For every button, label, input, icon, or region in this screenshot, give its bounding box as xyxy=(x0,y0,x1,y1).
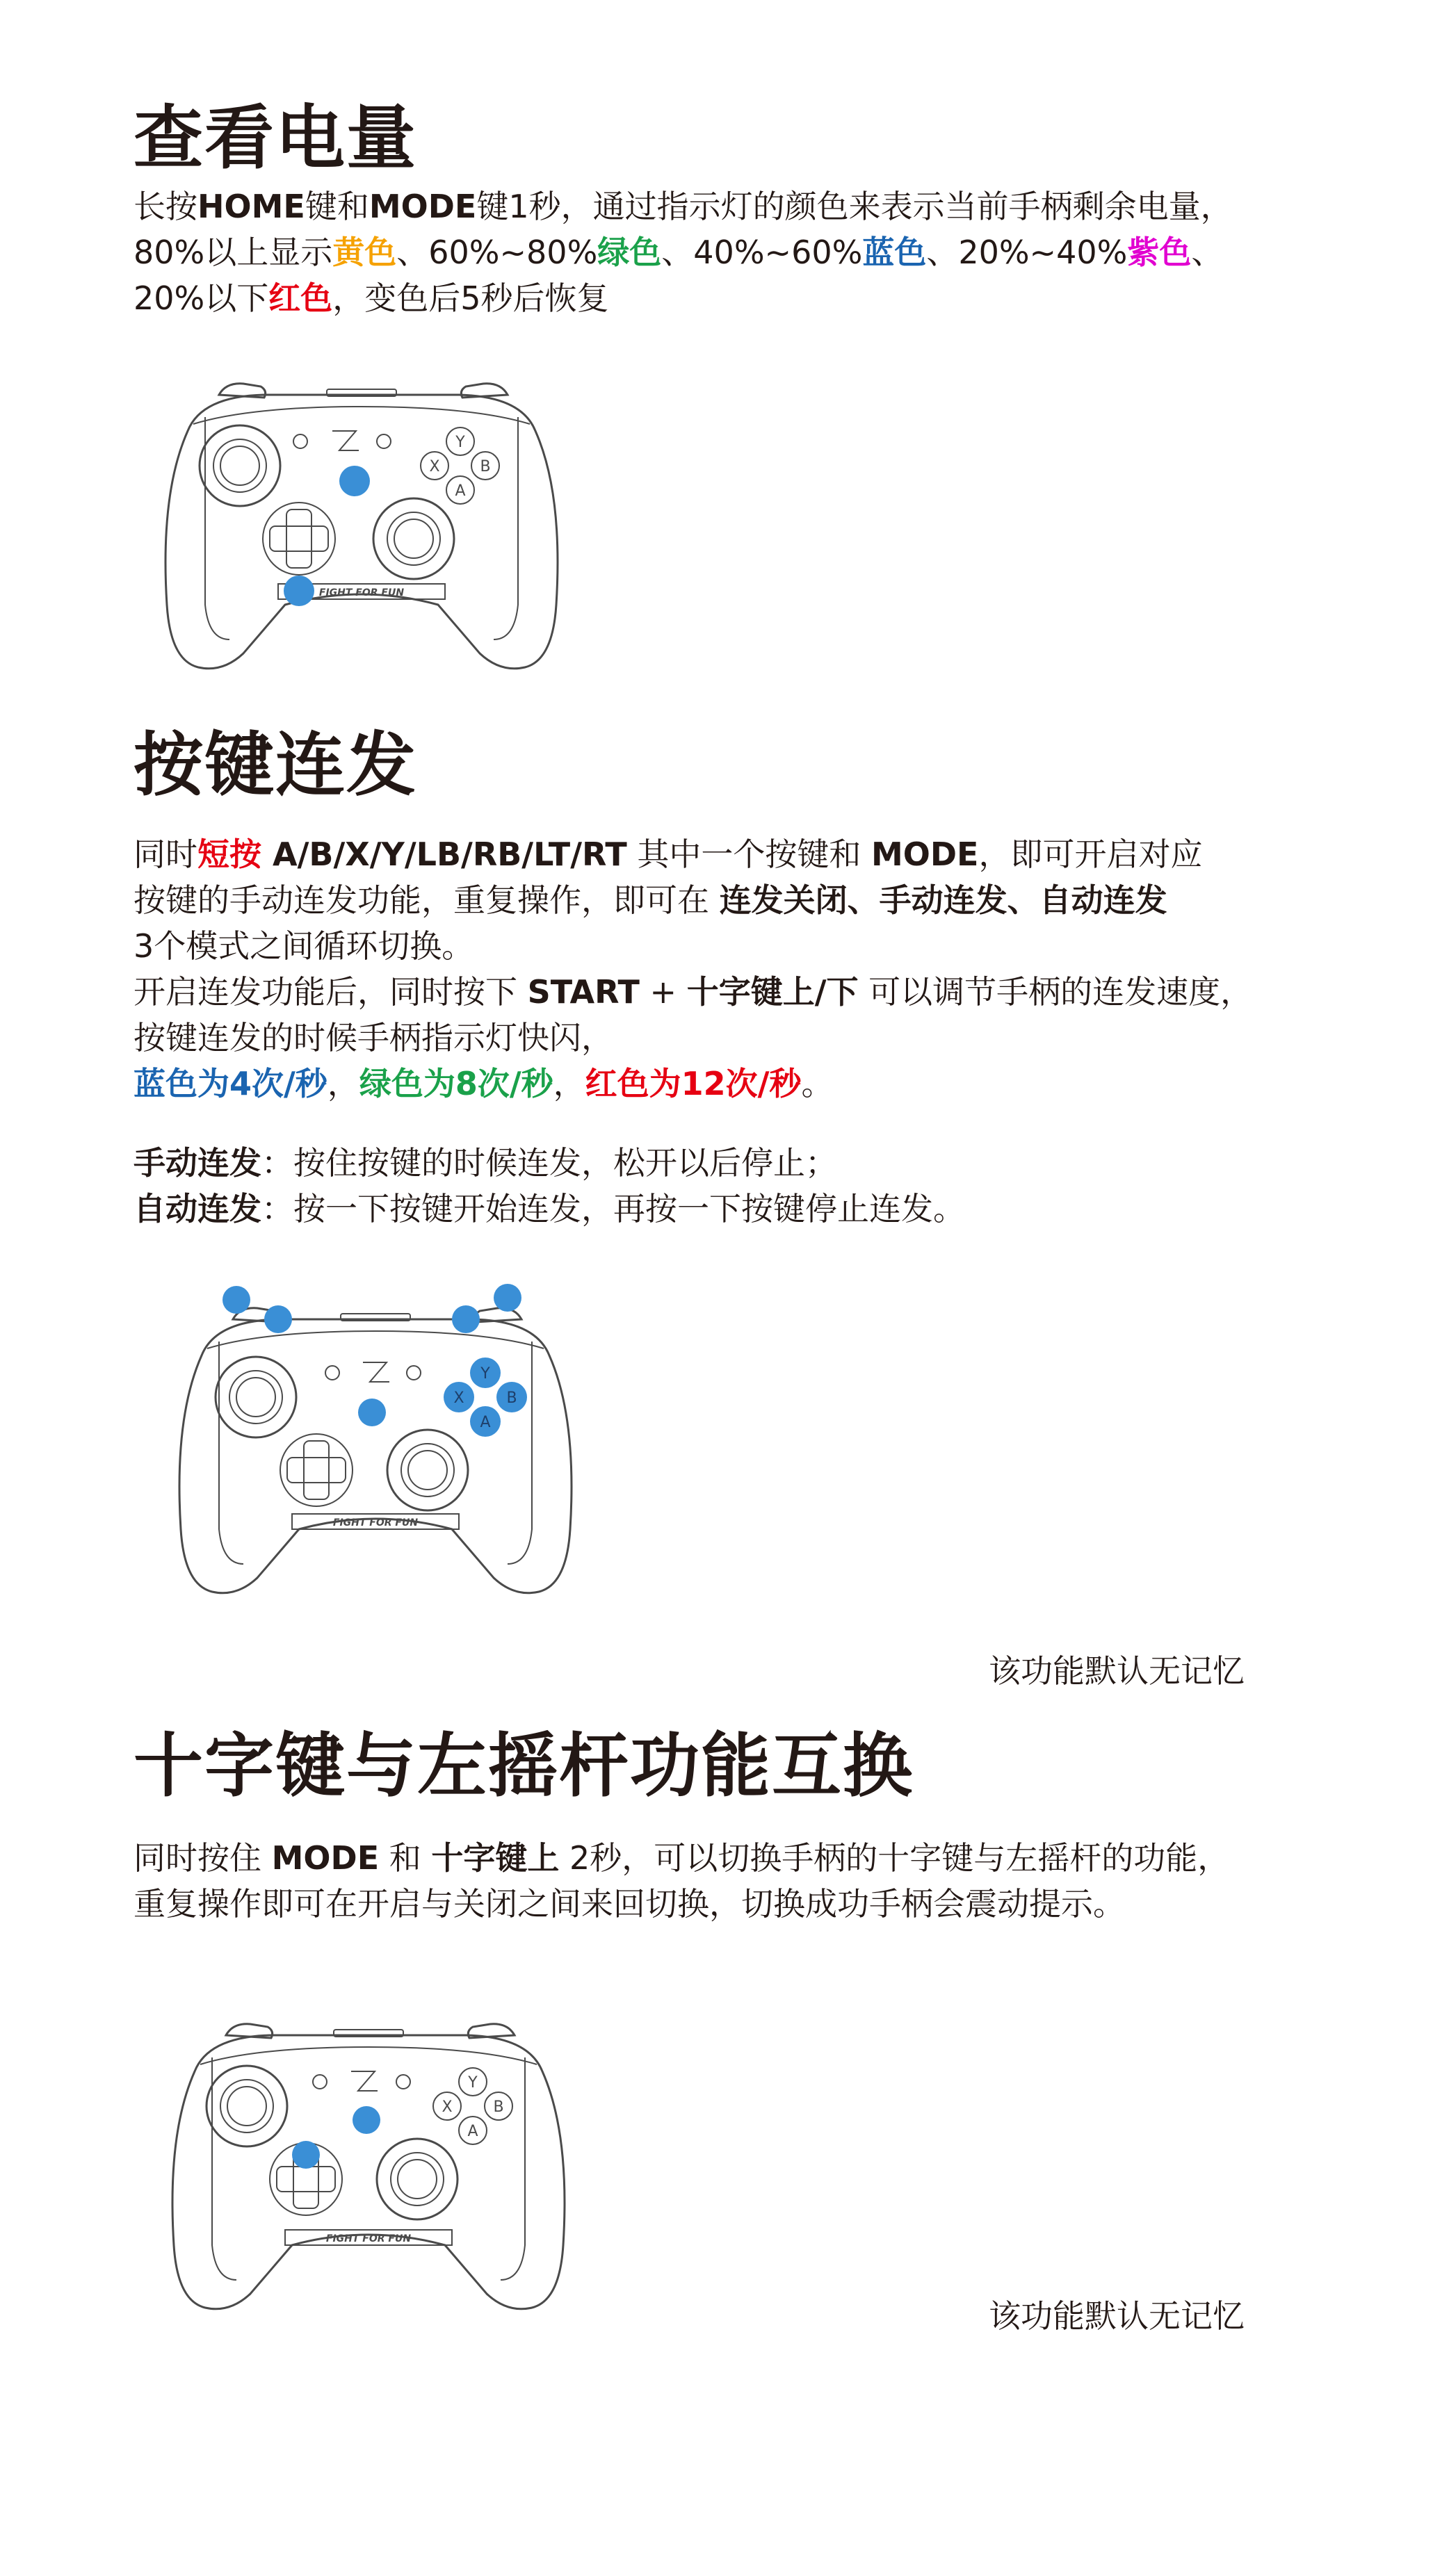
dpad xyxy=(280,1434,353,1506)
start-button xyxy=(407,1366,421,1380)
b-button-label: B xyxy=(480,458,491,475)
battery-line-3: 20%以下红色，变色后5秒后恢复 xyxy=(133,279,609,317)
swap-section-title: 十字键与左摇杆功能互换 xyxy=(133,1725,914,1807)
dpad xyxy=(263,503,335,575)
left-stick xyxy=(216,1357,296,1437)
color-red-label: 红色 xyxy=(268,279,333,317)
swap-no-memory-note: 该功能默认无记忆 xyxy=(989,2297,1245,2335)
highlight-rt-trigger xyxy=(494,1284,521,1312)
turbo-section-title: 按键连发 xyxy=(133,724,417,806)
right-stick xyxy=(373,498,454,579)
left-stick xyxy=(200,425,280,506)
battery-section-title: 查看电量 xyxy=(133,97,417,179)
turbo-line-5: 按键连发的时候手柄指示灯快闪， xyxy=(133,1019,613,1057)
turbo-line-3: 3个模式之间循环切换。 xyxy=(133,927,474,965)
turbo-no-memory-note: 该功能默认无记忆 xyxy=(989,1652,1245,1690)
start-button xyxy=(396,2075,410,2089)
highlight-lt-trigger xyxy=(222,1286,250,1314)
a-button-label: A xyxy=(480,1414,491,1431)
highlight-mode-button xyxy=(284,576,314,606)
color-green-label: 绿色 xyxy=(597,234,662,271)
start-button xyxy=(377,434,391,448)
turbo-line-2: 按键的手动连发功能，重复操作，即可在 连发关闭、手动连发、自动连发 xyxy=(133,881,1167,919)
controller-outline xyxy=(172,2024,565,2309)
battery-line-2: 80%以上显示黄色、60%~80%绿色、40%~60%蓝色、20%~40%紫色、 xyxy=(133,234,1224,271)
highlight-mode-button xyxy=(353,2106,380,2134)
highlight-dpad-up xyxy=(292,2141,320,2169)
controller-illustration-turbo xyxy=(146,1265,605,1627)
right-stick xyxy=(387,1430,468,1510)
b-button-label: B xyxy=(506,1389,517,1407)
home-logo-icon xyxy=(363,1362,389,1382)
left-stick xyxy=(207,2066,287,2146)
y-button-label: Y xyxy=(480,1365,490,1383)
controller-illustration-swap xyxy=(139,2002,598,2342)
swap-line-2: 重复操作即可在开启与关闭之间来回切换，切换成功手柄会震动提示。 xyxy=(133,1885,1125,1923)
select-button xyxy=(325,1366,339,1380)
highlight-lb-bumper xyxy=(264,1305,292,1333)
b-button-label: B xyxy=(493,2098,504,2116)
x-button-label: X xyxy=(429,458,440,475)
controller-outline xyxy=(165,384,558,669)
controller-outline xyxy=(179,1308,572,1593)
color-blue-label: 蓝色 xyxy=(862,234,927,271)
nameplate-text: FIGHT FOR FUN xyxy=(318,587,405,598)
x-button-label: X xyxy=(442,2098,453,2116)
battery-line-1: 长按HOME键和MODE键1秒，通过指示灯的颜色来表示当前手柄剩余电量， xyxy=(133,188,1233,225)
a-button-label: A xyxy=(455,482,466,500)
auto-turbo-line: 自动连发：按一下按键开始连发，再按一下按键停止连发。 xyxy=(133,1190,965,1228)
color-yellow-label: 黄色 xyxy=(332,234,397,271)
nameplate-text: FIGHT FOR FUN xyxy=(332,1517,419,1529)
highlight-mode-button xyxy=(358,1399,386,1426)
select-button xyxy=(293,434,307,448)
highlight-home-button xyxy=(339,466,370,496)
turbo-line-4: 开启连发功能后，同时按下 START + 十字键上/下 可以调节手柄的连发速度， xyxy=(133,973,1253,1011)
nameplate-text: FIGHT FOR FUN xyxy=(325,2233,412,2244)
turbo-speed-line: 蓝色为4次/秒，绿色为8次/秒，红色为12次/秒。 xyxy=(133,1065,834,1102)
home-logo-icon xyxy=(332,431,359,450)
home-logo-icon xyxy=(351,2071,378,2091)
right-stick xyxy=(377,2139,458,2219)
color-purple-label: 紫色 xyxy=(1127,234,1192,271)
y-button-label: Y xyxy=(455,434,465,451)
a-button-label: A xyxy=(467,2123,478,2140)
swap-line-1: 同时按住 MODE 和 十字键上 2秒，可以切换手柄的十字键与左摇杆的功能， xyxy=(133,1839,1230,1877)
controller-illustration-battery xyxy=(139,375,584,688)
turbo-line-1: 同时短按 A/B/X/Y/LB/RB/LT/RT 其中一个按键和 MODE，即可开启对应 xyxy=(133,835,1203,873)
x-button-label: X xyxy=(453,1389,464,1407)
y-button-label: Y xyxy=(468,2074,478,2092)
manual-turbo-line: 手动连发：按住按键的时候连发，松开以后停止； xyxy=(133,1144,837,1182)
highlight-rb-bumper xyxy=(452,1305,480,1333)
select-button xyxy=(313,2075,327,2089)
